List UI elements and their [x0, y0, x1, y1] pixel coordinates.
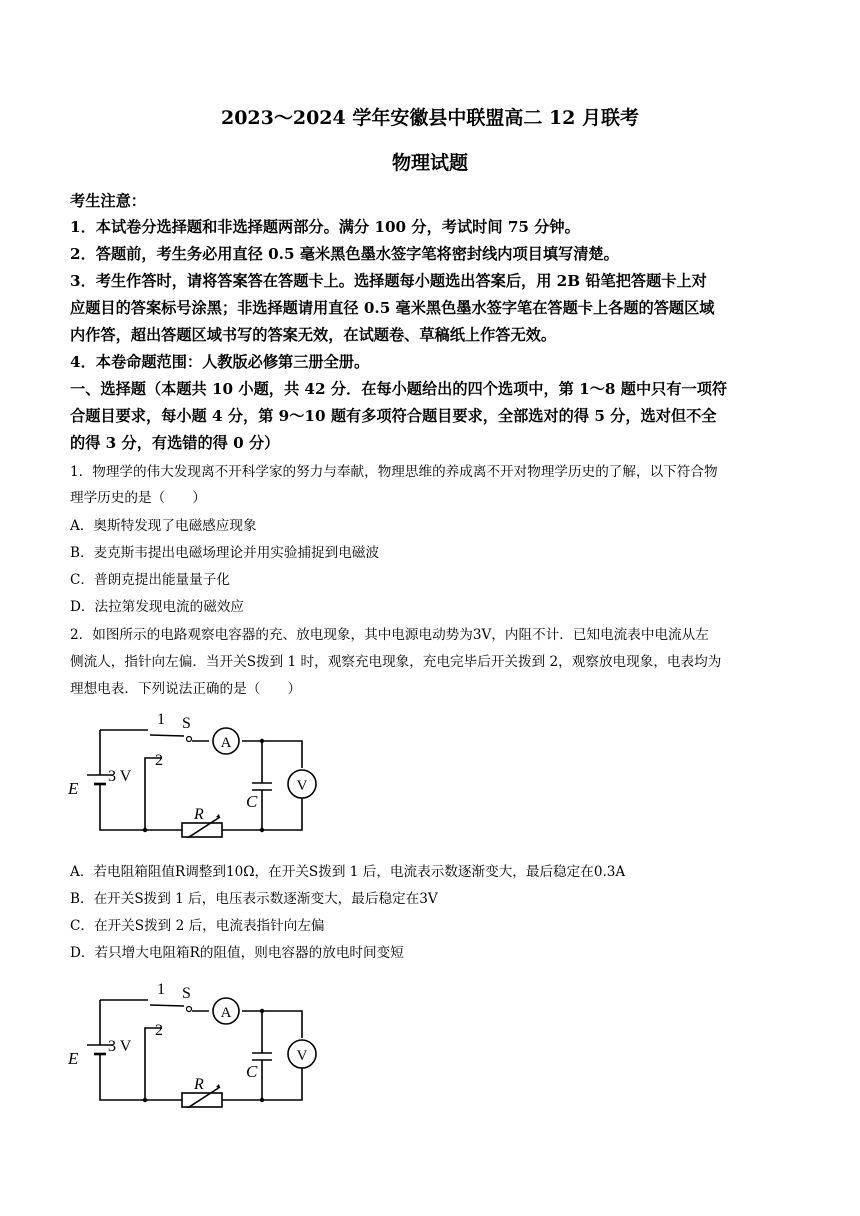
exam-title: 2023～2024 学年安徽县中联盟高二 12 月联考 [220, 107, 640, 129]
switch-position-1-label: 1 [157, 981, 165, 998]
question-2-option-a: A．若电阻箱阻值R调整到10Ω，在开关S拨到 1 后，电流表示数逐渐变大，最后稳定在0.3A [70, 864, 626, 880]
question-1-option-b: B．麦克斯韦提出电磁场理论并用实验捕捉到电磁波 [70, 545, 380, 561]
voltage-label: 3 V [108, 768, 132, 785]
switch-position-2-label: 2 [155, 752, 163, 769]
question-2-option-c: C．在开关S拨到 2 后，电流表指针向左偏 [70, 918, 325, 934]
question-1-stem: 理学历史的是（ ） [70, 490, 206, 506]
notice-line: 应题目的答案标号涂黑；非选择题请用直径 0.5 毫米黑色墨水签字笔在答题卡上各题的答题区域 [70, 299, 715, 317]
switch-label: S [182, 715, 191, 732]
question-1-option-a: A．奥斯特发现了电磁感应现象 [70, 518, 257, 534]
question-1-stem: 1．物理学的伟大发现离不开科学家的努力与奉献，物理思维的养成离不开对物理学历史的了解，以下符合物 [70, 464, 718, 480]
exam-subtitle: 物理试题 [391, 152, 468, 174]
capacitor-label: C [246, 1062, 258, 1081]
notice-line: 1．本试卷分选择题和非选择题两部分。满分 100 分，考试时间 75 分钟。 [70, 218, 580, 236]
question-2-stem: 侧流人，指针向左偏．当开关S拨到 1 时，观察充电现象，充电完毕后开关拨到 2，观察放电现象，电表均为 [70, 654, 722, 670]
notice-line: 2．答题前，考生务必用直径 0.5 毫米黑色墨水签字笔将密封线内项目填写清楚。 [70, 245, 619, 263]
switch-position-1-label: 1 [157, 711, 165, 728]
notice-line: 3．考生作答时，请将答案答在答题卡上。选择题每小题选出答案后，用 2B 铅笔把答题卡上对 [70, 272, 707, 290]
switch-label: S [182, 985, 191, 1002]
question-2-option-b: B．在开关S拨到 1 后，电压表示数逐渐变大，最后稳定在3V [70, 891, 438, 907]
resistor-label: R [194, 806, 204, 823]
switch-position-2-label: 2 [155, 1022, 163, 1039]
notice-line: 内作答，超出答题区域书写的答案无效，在试题卷、草稿纸上作答无效。 [70, 326, 556, 344]
circuit-diagram [66, 708, 321, 838]
resistor-label: R [194, 1076, 204, 1093]
notice-line: 4．本卷命题范围：人教版必修第三册全册。 [70, 353, 370, 371]
capacitor-label: C [246, 792, 258, 811]
ammeter-label: A [220, 735, 232, 751]
section-instructions: 一、选择题（本题共 10 小题，共 42 分．在每小题给出的四个选项中，第 1～8 题中只有一项符 [70, 380, 728, 398]
question-2-stem: 2．如图所示的电路观察电容器的充、放电现象，其中电源电动势为3V，内阻不计．已知电流表中电流从左 [70, 627, 709, 643]
question-2-option-d: D．若只增大电阻箱R的阻值，则电容器的放电时间变短 [70, 945, 404, 961]
question-2-stem: 理想电表．下列说法正确的是（ ） [70, 681, 302, 697]
question-1-option-c: C．普朗克提出能量量子化 [70, 572, 230, 588]
section-instructions: 合题目要求，每小题 4 分，第 9～10 题有多项符合题目要求，全部选对的得 5 分，选对但不全 [70, 407, 717, 425]
circuit-diagram-repeat [66, 978, 321, 1108]
ammeter-label: A [220, 1005, 232, 1021]
question-1-option-d: D．法拉第发现电流的磁效应 [70, 599, 245, 615]
voltmeter-label: V [296, 1048, 308, 1064]
voltmeter-label: V [296, 778, 308, 794]
emf-label: E [68, 779, 79, 798]
emf-label: E [68, 1049, 79, 1068]
notice-heading: 考生注意： [70, 192, 146, 210]
voltage-label: 3 V [108, 1038, 132, 1055]
section-instructions: 的得 3 分，有选错的得 0 分） [70, 434, 280, 452]
